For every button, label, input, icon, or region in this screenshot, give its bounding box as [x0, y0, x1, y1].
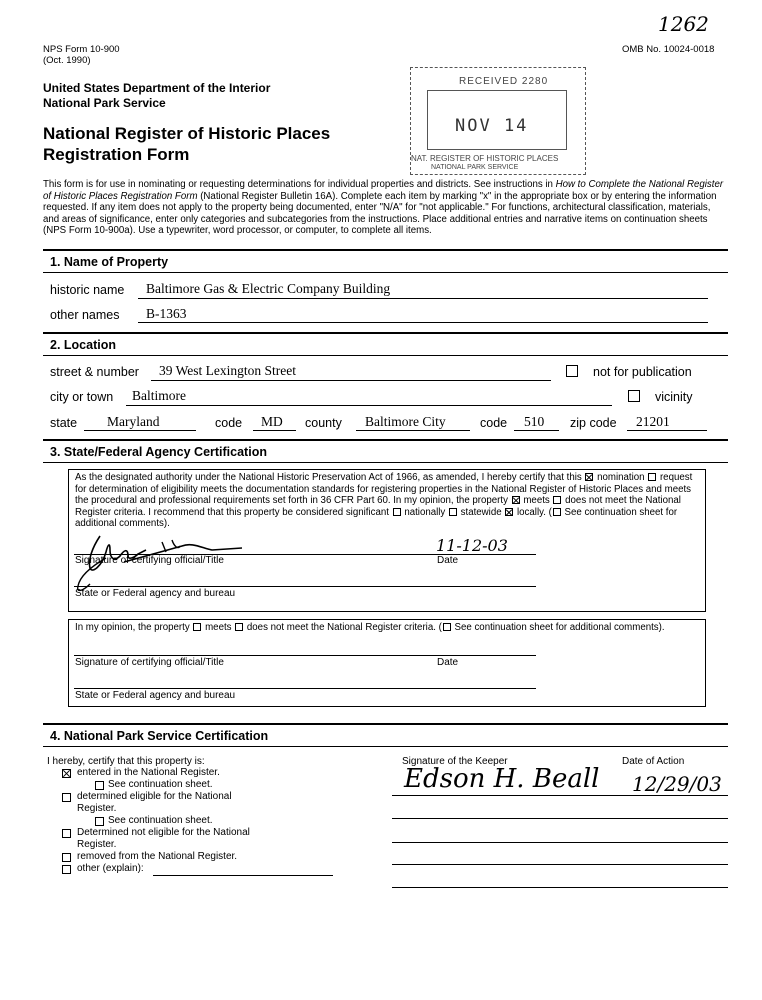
signature-label: Signature of certifying official/Title — [75, 555, 224, 566]
date-label: Date — [437, 555, 459, 566]
section-divider — [43, 439, 728, 441]
received-stamp — [410, 67, 586, 175]
section-divider — [43, 332, 728, 334]
see-continuation-checkbox-2[interactable] — [95, 817, 104, 826]
action-date: 12/29/03 — [632, 772, 722, 796]
other-checkbox[interactable] — [62, 865, 71, 874]
agency-name: National Park Service — [43, 96, 166, 110]
agency-label: State or Federal agency and bureau — [75, 588, 236, 599]
other-names-line — [138, 322, 708, 323]
not-eligible-label-2: Register. — [77, 839, 117, 850]
state-code-value[interactable]: MD — [261, 414, 283, 429]
opinion-statement: In my opinion, the property meets does not meet the National Register criteria. ( See continuation sheet for additional comments). — [75, 622, 665, 633]
section-divider — [43, 746, 728, 747]
vicinity-checkbox[interactable] — [628, 390, 640, 402]
keeper-line-2 — [392, 818, 728, 819]
state-value[interactable]: Maryland — [107, 414, 160, 429]
certification-statement: As the designated authority under the National Historic Preservation Act of 1966, as amended, I hereby certify that this nomination request for determination of eligibility meets the documentation standards for registering properties in the National Register of Historic Places and meets the procedural and professional requirements set forth in 36 CFR Part 60. In my opinion, the property meets does not meet the National Register criteria. I recommend that this property be considered significant nationally statewide locally. ( See continuation sheet for additional comments). — [75, 472, 693, 530]
county-code-label: code — [480, 416, 508, 430]
keeper-line-3 — [392, 842, 728, 843]
opinion-meets-checkbox[interactable] — [193, 623, 201, 631]
not-eligible-checkbox[interactable] — [62, 829, 71, 838]
historic-name-label: historic name — [50, 283, 125, 297]
state-code-line — [253, 430, 296, 431]
entered-checkbox[interactable] — [62, 769, 71, 778]
other-label: other (explain): — [77, 863, 144, 874]
not-for-publication-checkbox[interactable] — [566, 365, 578, 377]
stamp-footer-2: NATIONAL PARK SERVICE — [431, 164, 519, 171]
form-subtitle: Registration Form — [43, 145, 190, 164]
continuation-checkbox[interactable] — [553, 508, 561, 516]
section-1-title: 1. Name of Property — [50, 255, 169, 269]
section-2-title: 2. Location — [50, 338, 116, 352]
keeper-line-5 — [392, 887, 728, 888]
street-line — [151, 380, 551, 381]
other-names-value[interactable]: B-1363 — [146, 306, 187, 321]
stamp-footer: NAT. REGISTER OF HISTORIC PLACES — [411, 154, 559, 163]
handwritten-reference: 1262 — [658, 12, 709, 36]
keeper-line-1 — [392, 795, 728, 796]
meets-checkbox[interactable] — [512, 496, 520, 504]
section-divider — [43, 723, 728, 725]
city-label: city or town — [50, 390, 114, 404]
see-continuation-checkbox-1[interactable] — [95, 781, 104, 790]
zip-line — [627, 430, 707, 431]
agency-line-2 — [74, 688, 536, 689]
not-eligible-label: Determined not eligible for the National — [77, 827, 250, 838]
removed-label: removed from the National Register. — [77, 851, 238, 862]
nps-cert-intro: I hereby, certify that this property is: — [47, 756, 205, 767]
zip-label: zip code — [570, 416, 617, 430]
signature-label-2: Signature of certifying official/Title — [75, 657, 224, 668]
nomination-checkbox[interactable] — [585, 473, 593, 481]
city-value[interactable]: Baltimore — [132, 388, 186, 403]
other-names-label: other names — [50, 308, 120, 322]
see-continuation-label-1: See continuation sheet. — [108, 779, 213, 790]
state-label: state — [50, 416, 78, 430]
determined-eligible-checkbox[interactable] — [62, 793, 71, 802]
section-divider — [43, 249, 728, 251]
form-date: (Oct. 1990) — [43, 55, 91, 66]
stamp-date: NOV 14 — [455, 116, 529, 136]
stamp-received: RECEIVED 2280 — [459, 76, 549, 87]
section-4-title: 4. National Park Service Certification — [50, 729, 269, 743]
request-checkbox[interactable] — [648, 473, 656, 481]
does-not-meet-checkbox[interactable] — [553, 496, 561, 504]
section-3-title: 3. State/Federal Agency Certification — [50, 445, 267, 459]
date-label-2: Date — [437, 657, 459, 668]
see-continuation-label-2: See continuation sheet. — [108, 815, 213, 826]
opinion-does-not-meet-checkbox[interactable] — [235, 623, 243, 631]
certification-date: 11-12-03 — [436, 536, 508, 555]
nationally-checkbox[interactable] — [393, 508, 401, 516]
zip-value[interactable]: 21201 — [636, 414, 670, 429]
section-divider — [43, 272, 728, 273]
historic-name-value[interactable]: Baltimore Gas & Electric Company Building — [146, 281, 391, 296]
determined-eligible-label-2: Register. — [77, 803, 117, 814]
section-divider — [43, 462, 728, 463]
section-divider — [43, 355, 728, 356]
street-value[interactable]: 39 West Lexington Street — [159, 363, 297, 378]
form-title: National Register of Historic Places — [43, 124, 331, 143]
county-code-value[interactable]: 510 — [524, 414, 545, 429]
statewide-checkbox[interactable] — [449, 508, 457, 516]
determined-eligible-label: determined eligible for the National — [77, 791, 232, 802]
instructions: This form is for use in nominating or requesting determinations for individual properties and districts. See instructions in How to Complete the National Register of Historic Places Registration Form (National Register Bulletin 16A). Complete each item by marking "x" in the appropriate box or by entering the information requested. If any item does not apply to the property being documented, enter "N/A" for "not applicable." For functions, architectural classification, materials, and areas of significance, enter only categories and subcategories from the instructions. Place additional entries and narrative items on continuation sheets (NPS Form 10-900a). Use a typewriter, word processor, or computer, to complete all items. — [43, 179, 724, 237]
state-code-label: code — [215, 416, 243, 430]
keeper-signature: Edson H. Beall — [404, 764, 600, 794]
vicinity-label: vicinity — [655, 390, 693, 404]
county-label: county — [305, 416, 342, 430]
state-line — [84, 430, 196, 431]
street-label: street & number — [50, 365, 139, 379]
omb-number: OMB No. 10024-0018 — [622, 44, 715, 55]
locally-checkbox[interactable] — [505, 508, 513, 516]
agency-label-2: State or Federal agency and bureau — [75, 690, 236, 701]
signature-line-2 — [74, 655, 536, 656]
date-of-action-label: Date of Action — [622, 756, 685, 767]
keeper-line-4 — [392, 864, 728, 865]
historic-name-line — [138, 298, 708, 299]
other-explain-line — [153, 875, 333, 876]
form-number: NPS Form 10-900 — [43, 44, 120, 55]
agency-line — [74, 586, 536, 587]
department-name: United States Department of the Interior — [43, 81, 271, 95]
city-line — [126, 405, 612, 406]
opinion-continuation-checkbox[interactable] — [443, 623, 451, 631]
county-line — [356, 430, 470, 431]
county-code-line — [514, 430, 559, 431]
county-value[interactable]: Baltimore City — [365, 414, 446, 429]
keeper-signature-label: Signature of the Keeper — [402, 756, 508, 767]
removed-checkbox[interactable] — [62, 853, 71, 862]
not-for-publication-label: not for publication — [593, 365, 692, 379]
entered-label: entered in the National Register. — [77, 767, 220, 778]
